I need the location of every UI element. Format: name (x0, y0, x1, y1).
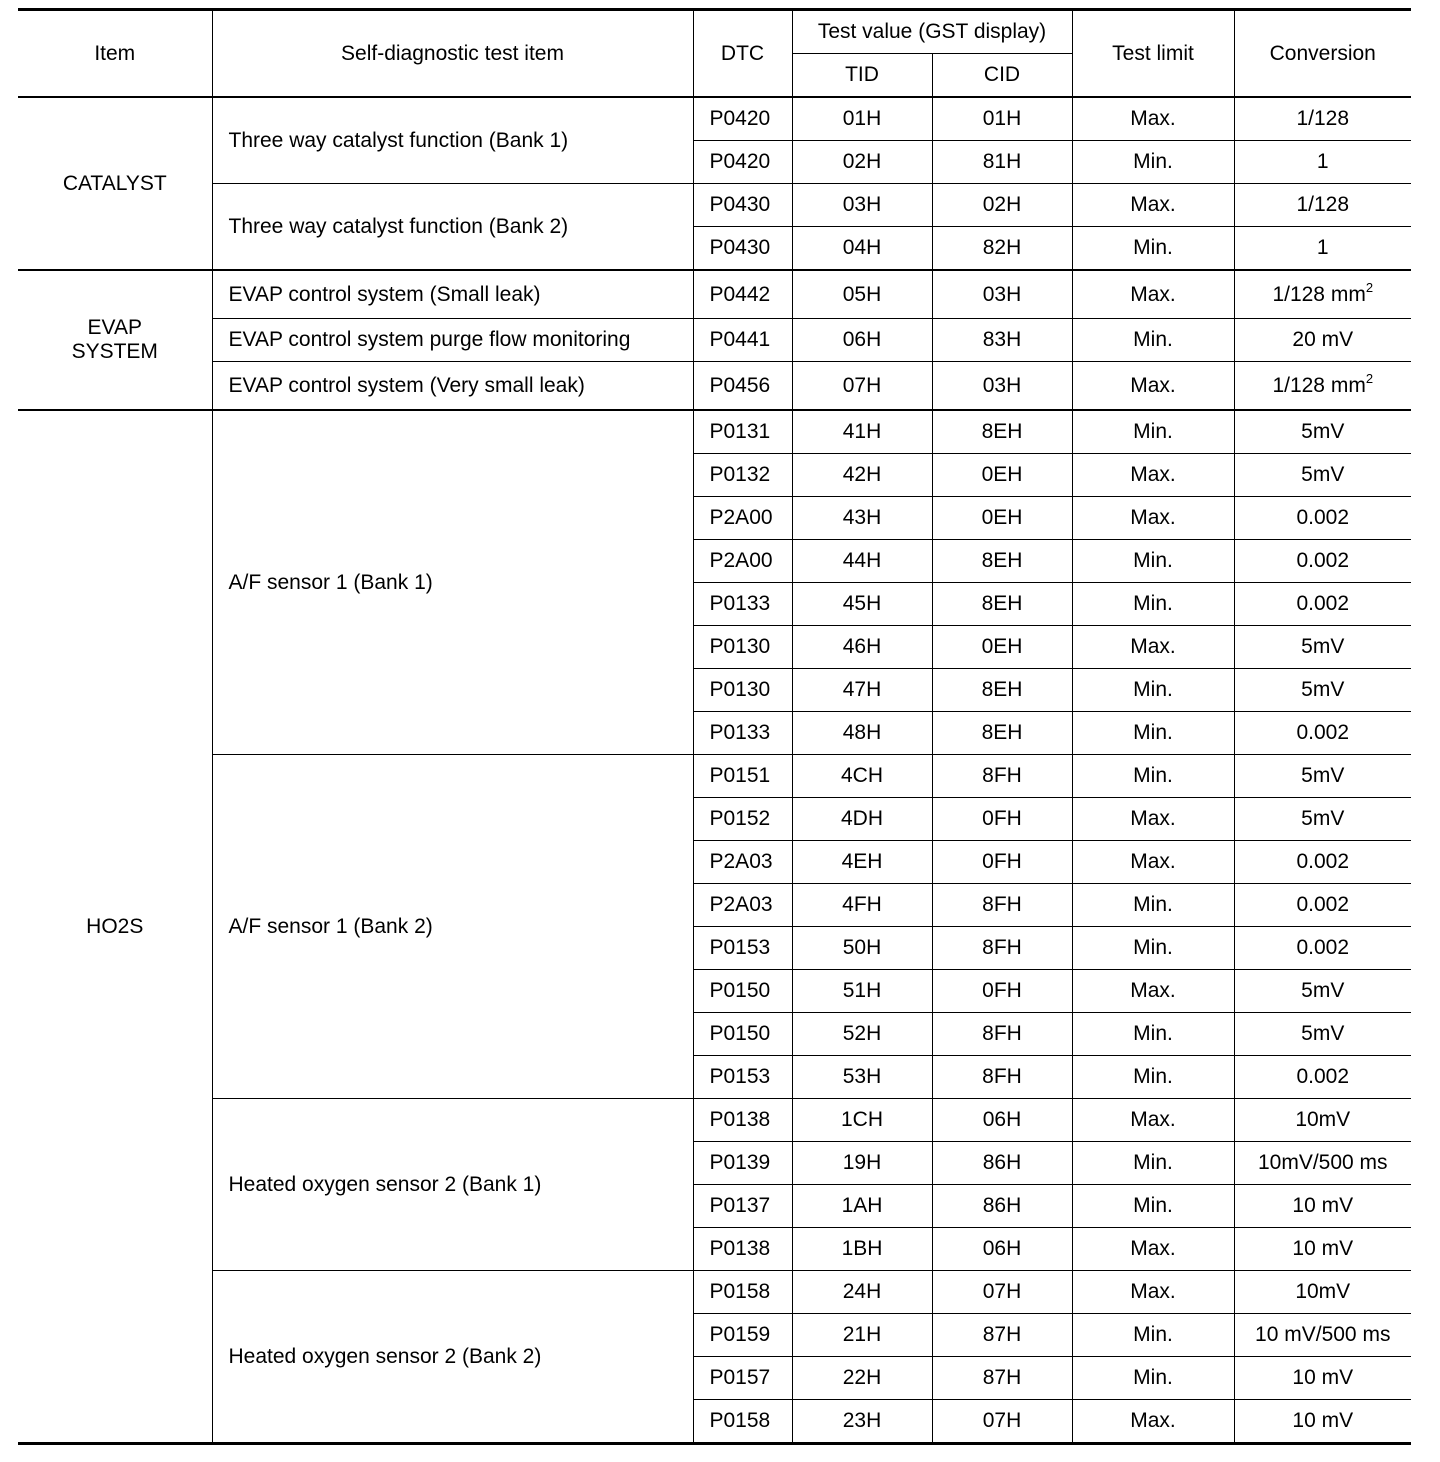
dtc-cell: P0420 (693, 97, 792, 141)
table-row (18, 362, 1411, 411)
table-header (18, 10, 1411, 98)
conversion-cell (1234, 583, 1411, 626)
cid-cell: 03H (932, 362, 1072, 411)
conversion-cell (1234, 141, 1411, 184)
item-cell: EVAP SYSTEM (18, 270, 212, 410)
self-diagnostic-test-item: A/F sensor 1 (Bank 2) (212, 755, 693, 1099)
conversion-value: 5mV (1301, 807, 1345, 830)
test-limit-cell: Max. (1072, 497, 1234, 540)
tid-cell: 53H (792, 1056, 932, 1099)
conversion-value: 10 mV (1292, 1237, 1354, 1260)
tid-cell: 46H (792, 626, 932, 669)
dtc-cell: P0456 (693, 362, 792, 411)
cid-cell: 87H (932, 1357, 1072, 1400)
test-limit-cell: Min. (1072, 884, 1234, 927)
conversion-value: 10mV (1295, 1280, 1351, 1303)
test-limit-cell: Min. (1072, 1185, 1234, 1228)
dtc-cell: P2A00 (693, 497, 792, 540)
header-test-limit: Test limit (1072, 10, 1234, 98)
tid-cell: 4CH (792, 755, 932, 798)
test-limit-cell: Min. (1072, 410, 1234, 454)
header-test-value: Test value (GST display) (792, 10, 1072, 54)
table-row (18, 319, 1411, 362)
tid-cell: 1AH (792, 1185, 932, 1228)
self-diagnostic-test-item: A/F sensor 1 (Bank 1) (212, 410, 693, 755)
test-limit-cell: Min. (1072, 540, 1234, 583)
test-limit-cell: Max. (1072, 97, 1234, 141)
tid-cell: 4FH (792, 884, 932, 927)
tid-cell: 41H (792, 410, 932, 454)
tid-cell: 01H (792, 97, 932, 141)
header-conversion: Conversion (1234, 10, 1411, 98)
dtc-cell: P0153 (693, 927, 792, 970)
tid-cell: 52H (792, 1013, 932, 1056)
table-body (18, 97, 1411, 1444)
cid-cell: 02H (932, 184, 1072, 227)
cid-cell: 0EH (932, 454, 1072, 497)
cid-cell: 86H (932, 1185, 1072, 1228)
test-limit-cell: Max. (1072, 970, 1234, 1013)
self-diagnostic-test-item: Three way catalyst function (Bank 2) (212, 184, 693, 271)
dtc-cell: P0430 (693, 227, 792, 271)
conversion-value: 0.002 (1296, 936, 1350, 959)
cid-cell: 0EH (932, 497, 1072, 540)
cid-cell: 8FH (932, 884, 1072, 927)
tid-cell: 05H (792, 270, 932, 319)
test-limit-cell: Min. (1072, 1357, 1234, 1400)
test-limit-cell: Min. (1072, 583, 1234, 626)
conversion-value: 0.002 (1296, 721, 1350, 744)
conversion-value: 0.002 (1296, 1065, 1350, 1088)
conversion-cell (1234, 798, 1411, 841)
test-limit-cell: Max. (1072, 841, 1234, 884)
cid-cell: 8FH (932, 1013, 1072, 1056)
item-cell: HO2S (18, 410, 212, 1444)
test-limit-cell: Min. (1072, 319, 1234, 362)
conversion-cell (1234, 841, 1411, 884)
tid-cell: 22H (792, 1357, 932, 1400)
tid-cell: 43H (792, 497, 932, 540)
conversion-value: 0.002 (1296, 549, 1350, 572)
conversion-cell (1234, 1056, 1411, 1099)
test-limit-cell: Max. (1072, 626, 1234, 669)
conversion-cell (1234, 497, 1411, 540)
test-limit-cell: Max. (1072, 798, 1234, 841)
dtc-cell: P0153 (693, 1056, 792, 1099)
table-row (18, 184, 1411, 227)
self-diagnostic-test-item: Heated oxygen sensor 2 (Bank 2) (212, 1271, 693, 1444)
dtc-cell: P0442 (693, 270, 792, 319)
tid-cell: 51H (792, 970, 932, 1013)
dtc-cell: P0152 (693, 798, 792, 841)
conversion-value: 1/128 (1296, 107, 1350, 130)
conversion-cell (1234, 884, 1411, 927)
conversion-value: 1 (1316, 150, 1329, 173)
tid-cell: 04H (792, 227, 932, 271)
conversion-cell (1234, 1013, 1411, 1056)
tid-cell: 02H (792, 141, 932, 184)
dtc-cell: P2A03 (693, 884, 792, 927)
dtc-cell: P0157 (693, 1357, 792, 1400)
cid-cell: 8EH (932, 410, 1072, 454)
dtc-cell: P0133 (693, 583, 792, 626)
conversion-value: 5mV (1301, 764, 1345, 787)
conversion-value: 1/128 mm (1272, 373, 1366, 397)
dtc-cell: P0150 (693, 970, 792, 1013)
tid-cell: 1CH (792, 1099, 932, 1142)
conversion-value: 0.002 (1296, 893, 1350, 916)
cid-cell: 8EH (932, 669, 1072, 712)
test-limit-cell: Min. (1072, 1314, 1234, 1357)
conversion-cell (1234, 1357, 1411, 1400)
test-limit-cell: Min. (1072, 669, 1234, 712)
conversion-cell (1234, 1271, 1411, 1314)
test-limit-cell: Min. (1072, 227, 1234, 271)
conversion-value: 1/128 (1296, 193, 1350, 216)
dtc-cell: P0138 (693, 1228, 792, 1271)
conversion-cell (1234, 626, 1411, 669)
test-limit-cell: Max. (1072, 454, 1234, 497)
self-diagnostic-test-item: EVAP control system (Small leak) (212, 270, 693, 319)
dtc-cell: P0132 (693, 454, 792, 497)
cid-cell: 82H (932, 227, 1072, 271)
header-item: Item (18, 10, 212, 98)
cid-cell: 8FH (932, 927, 1072, 970)
dtc-cell: P0151 (693, 755, 792, 798)
test-limit-cell: Min. (1072, 927, 1234, 970)
self-diagnostic-test-item: Three way catalyst function (Bank 1) (212, 97, 693, 184)
conversion-value: 0.002 (1296, 506, 1350, 529)
conversion-cell (1234, 669, 1411, 712)
conversion-cell (1234, 927, 1411, 970)
dtc-cell: P0158 (693, 1400, 792, 1444)
table-row (18, 1271, 1411, 1314)
conversion-value: 1/128 mm (1272, 282, 1366, 306)
tid-cell: 47H (792, 669, 932, 712)
conversion-cell (1234, 410, 1411, 454)
test-limit-cell: Min. (1072, 755, 1234, 798)
conversion-value: 20 mV (1292, 328, 1354, 351)
cid-cell: 8FH (932, 1056, 1072, 1099)
conversion-cell (1234, 184, 1411, 227)
diagnostic-test-table (18, 8, 1411, 1445)
dtc-cell: P0133 (693, 712, 792, 755)
table-row (18, 97, 1411, 141)
cid-cell: 06H (932, 1228, 1072, 1271)
cid-cell: 0EH (932, 626, 1072, 669)
dtc-cell: P2A03 (693, 841, 792, 884)
test-limit-cell: Min. (1072, 712, 1234, 755)
item-cell: CATALYST (18, 97, 212, 270)
conversion-value: 5mV (1301, 463, 1345, 486)
dtc-cell: P0159 (693, 1314, 792, 1357)
cid-cell: 0FH (932, 970, 1072, 1013)
tid-cell: 19H (792, 1142, 932, 1185)
tid-cell: 21H (792, 1314, 932, 1357)
conversion-value: 5mV (1301, 420, 1345, 443)
cid-cell: 8EH (932, 712, 1072, 755)
dtc-cell: P0158 (693, 1271, 792, 1314)
header-tid: TID (792, 54, 932, 98)
conversion-cell (1234, 1400, 1411, 1444)
cid-cell: 81H (932, 141, 1072, 184)
dtc-cell: P0441 (693, 319, 792, 362)
tid-cell: 48H (792, 712, 932, 755)
conversion-cell (1234, 1099, 1411, 1142)
tid-cell: 07H (792, 362, 932, 411)
conversion-value: 10 mV (1292, 1194, 1354, 1217)
conversion-value: 5mV (1301, 979, 1345, 1002)
conversion-cell (1234, 540, 1411, 583)
cid-cell: 06H (932, 1099, 1072, 1142)
conversion-cell (1234, 970, 1411, 1013)
conversion-cell (1234, 97, 1411, 141)
tid-cell: 4EH (792, 841, 932, 884)
dtc-cell: P0420 (693, 141, 792, 184)
conversion-cell (1234, 712, 1411, 755)
conversion-cell (1234, 270, 1411, 319)
table-row (18, 270, 1411, 319)
conversion-cell (1234, 227, 1411, 271)
conversion-cell (1234, 319, 1411, 362)
conversion-value: 10mV (1295, 1108, 1351, 1131)
tid-cell: 06H (792, 319, 932, 362)
test-limit-cell: Max. (1072, 1271, 1234, 1314)
cid-cell: 0FH (932, 798, 1072, 841)
conversion-value: 10mV/500 ms (1257, 1151, 1388, 1174)
test-limit-cell: Max. (1072, 1400, 1234, 1444)
dtc-cell: P0139 (693, 1142, 792, 1185)
dtc-cell: P0430 (693, 184, 792, 227)
table-row (18, 1099, 1411, 1142)
test-limit-cell: Max. (1072, 362, 1234, 411)
cid-cell: 07H (932, 1271, 1072, 1314)
conversion-cell (1234, 1314, 1411, 1357)
test-limit-cell: Max. (1072, 1099, 1234, 1142)
conversion-cell (1234, 1228, 1411, 1271)
dtc-cell: P2A00 (693, 540, 792, 583)
conversion-superscript: 2 (1365, 370, 1374, 386)
self-diagnostic-test-item: Heated oxygen sensor 2 (Bank 1) (212, 1099, 693, 1271)
header-dtc: DTC (693, 10, 792, 98)
test-limit-cell: Min. (1072, 1056, 1234, 1099)
cid-cell: 83H (932, 319, 1072, 362)
tid-cell: 50H (792, 927, 932, 970)
dtc-cell: P0150 (693, 1013, 792, 1056)
test-limit-cell: Max. (1072, 1228, 1234, 1271)
conversion-cell (1234, 1142, 1411, 1185)
cid-cell: 8EH (932, 540, 1072, 583)
conversion-value: 10 mV (1292, 1409, 1354, 1432)
conversion-value: 5mV (1301, 678, 1345, 701)
conversion-value: 10 mV/500 ms (1255, 1323, 1391, 1346)
dtc-cell: P0130 (693, 626, 792, 669)
test-limit-cell: Max. (1072, 184, 1234, 227)
conversion-cell (1234, 454, 1411, 497)
self-diagnostic-test-item: EVAP control system purge flow monitoring (212, 319, 693, 362)
test-limit-cell: Min. (1072, 1142, 1234, 1185)
header-cid: CID (932, 54, 1072, 98)
dtc-cell: P0130 (693, 669, 792, 712)
conversion-cell (1234, 362, 1411, 411)
conversion-value: 10 mV (1292, 1366, 1354, 1389)
cid-cell: 8FH (932, 755, 1072, 798)
cid-cell: 8EH (932, 583, 1072, 626)
conversion-cell (1234, 755, 1411, 798)
tid-cell: 44H (792, 540, 932, 583)
dtc-cell: P0131 (693, 410, 792, 454)
tid-cell: 23H (792, 1400, 932, 1444)
tid-cell: 42H (792, 454, 932, 497)
table-row (18, 755, 1411, 798)
cid-cell: 07H (932, 1400, 1072, 1444)
conversion-value: 0.002 (1296, 592, 1350, 615)
conversion-superscript: 2 (1365, 279, 1374, 295)
cid-cell: 01H (932, 97, 1072, 141)
conversion-cell (1234, 1185, 1411, 1228)
cid-cell: 86H (932, 1142, 1072, 1185)
tid-cell: 45H (792, 583, 932, 626)
dtc-cell: P0137 (693, 1185, 792, 1228)
test-limit-cell: Min. (1072, 141, 1234, 184)
test-limit-cell: Max. (1072, 270, 1234, 319)
tid-cell: 1BH (792, 1228, 932, 1271)
cid-cell: 87H (932, 1314, 1072, 1357)
test-limit-cell: Min. (1072, 1013, 1234, 1056)
dtc-cell: P0138 (693, 1099, 792, 1142)
tid-cell: 24H (792, 1271, 932, 1314)
cid-cell: 0FH (932, 841, 1072, 884)
cid-cell: 03H (932, 270, 1072, 319)
conversion-value: 0.002 (1296, 850, 1350, 873)
conversion-value: 5mV (1301, 1022, 1345, 1045)
tid-cell: 4DH (792, 798, 932, 841)
table-row (18, 410, 1411, 454)
conversion-value: 1 (1316, 236, 1329, 259)
conversion-value: 5mV (1301, 635, 1345, 658)
header-self-diagnostic-test-item: Self-diagnostic test item (212, 10, 693, 98)
tid-cell: 03H (792, 184, 932, 227)
self-diagnostic-test-item: EVAP control system (Very small leak) (212, 362, 693, 411)
